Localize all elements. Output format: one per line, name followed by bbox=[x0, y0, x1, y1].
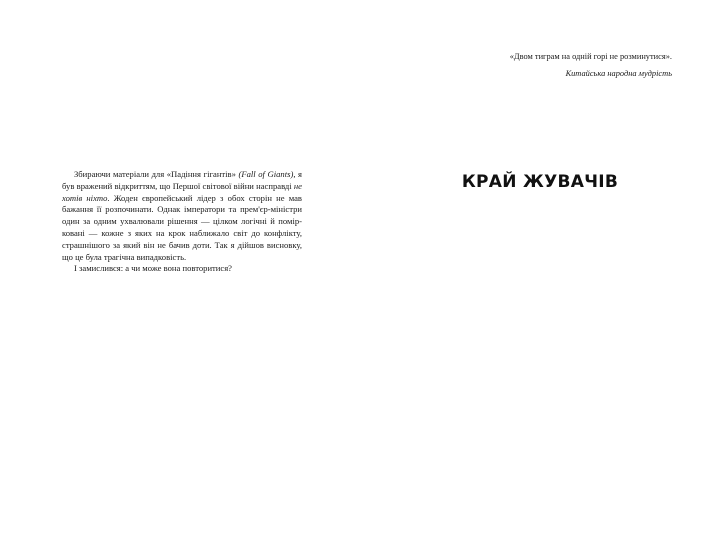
paragraph-1-text-c: . Жоден європейський лідер з обох сторін не мав бажання її розпочинати. Однак імператори та прем'єр-міністри один за одним ухвалювали рішення — цілком логічні й помір-ковані — кожне з яких на крок наближало світ до конфлікту, страшнішого за який він не бачив доти. Так я дійшов висновку, що це була трагічна випадковість. bbox=[62, 192, 302, 262]
paragraph-1-text-a: Збираючи матеріали для «Падіння гігантів» bbox=[74, 169, 239, 179]
chapter-title: КРАЙ ЖУВАЧІВ bbox=[461, 172, 619, 192]
epigraph bbox=[372, 51, 672, 80]
paragraph-1-italic-a: (Fall of Giants) bbox=[238, 169, 294, 179]
epigraph-source: Китайська народна мудрість bbox=[565, 69, 672, 78]
paragraph-1-text-b: , я був вражений відкриттям, що Першої світової війни насправді bbox=[62, 169, 302, 191]
right-page bbox=[360, 0, 720, 540]
epigraph-quote: «Двом тиграм на одній горі не розминутися». bbox=[509, 52, 672, 61]
paragraph-1-italic-b: не хотів ніхто bbox=[62, 180, 302, 203]
paragraph-2: І замислився: а чи може вона повторитися? bbox=[74, 263, 232, 274]
paragraph-1 bbox=[62, 169, 302, 263]
body-text bbox=[62, 169, 302, 275]
